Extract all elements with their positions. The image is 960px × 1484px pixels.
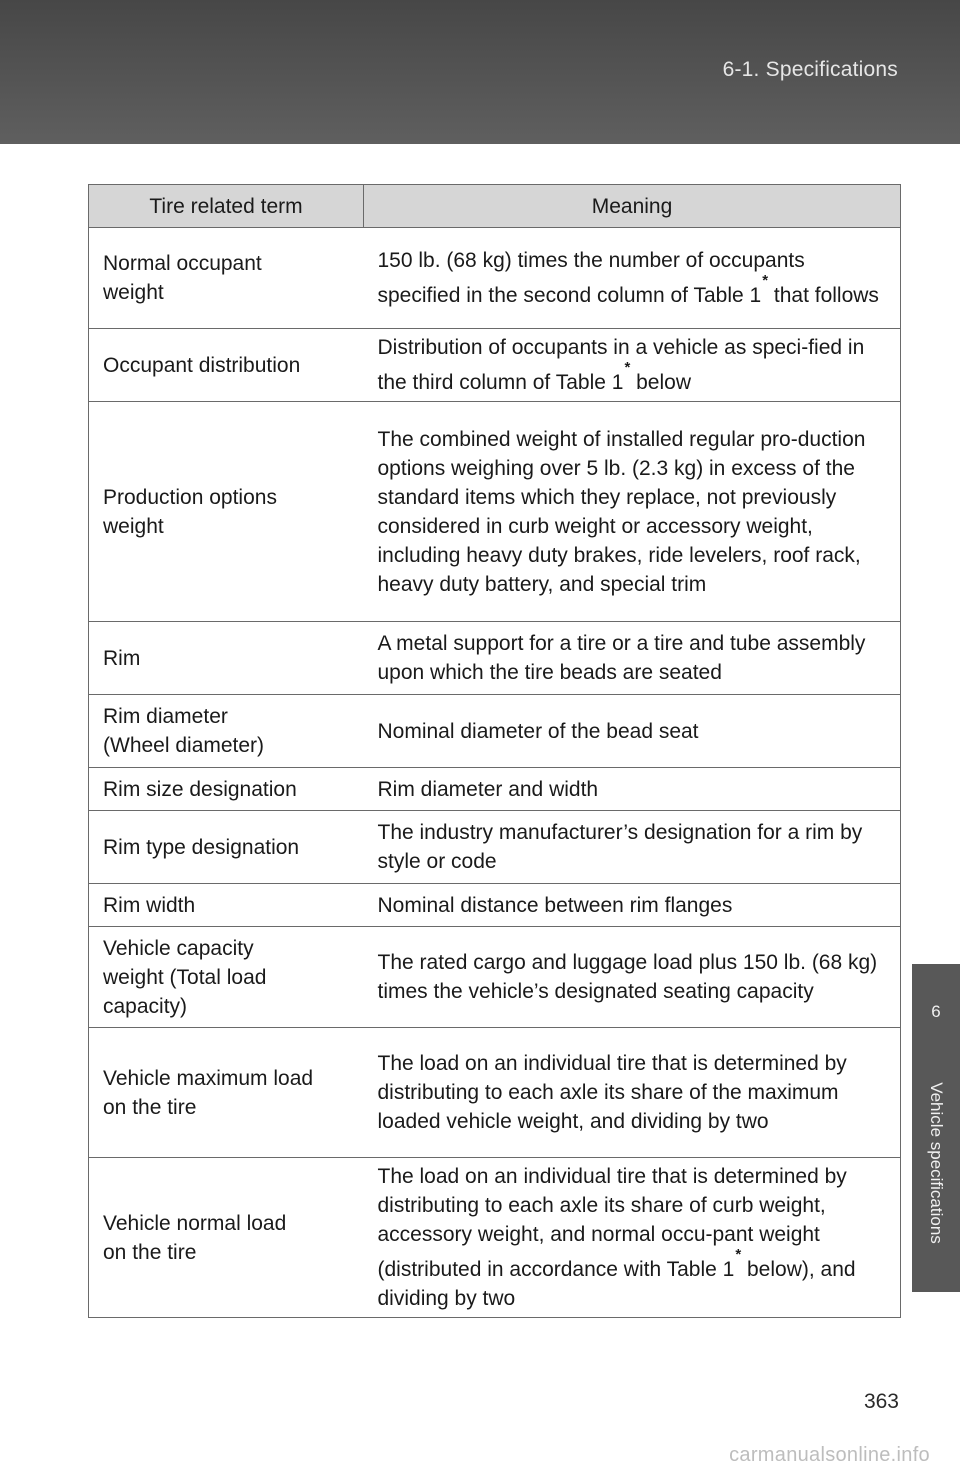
- meaning-cell: Nominal distance between rim flanges: [364, 884, 901, 927]
- meaning-cell: The industry manufacturer’s designation for a rim by style or code: [364, 811, 901, 884]
- term-cell: Vehicle normal load on the tire: [89, 1158, 364, 1318]
- footnote-star: *: [762, 272, 769, 289]
- term-cell: Rim width: [89, 884, 364, 927]
- meaning-cell: Rim diameter and width: [364, 768, 901, 811]
- meaning-cell: 150 lb. (68 kg) times the number of occupants specified in the second column of Table 1* that follows: [364, 228, 901, 329]
- table-row: [89, 402, 901, 622]
- term-cell: Normal occupant weight: [89, 228, 364, 329]
- table-row: [89, 329, 901, 402]
- chapter-number: 6: [931, 1002, 941, 1021]
- table-row: [89, 927, 901, 1028]
- meaning-cell: The rated cargo and luggage load plus 150 lb. (68 kg) times the vehicle’s designated seating capacity: [364, 927, 901, 1028]
- footnote-star: *: [624, 359, 631, 376]
- meaning-cell: The combined weight of installed regular pro-duction options weighing over 5 lb. (2.3 kg) in excess of the standard items which they replace, not previously considered in curb weight or accessory weight, including heavy duty brakes, ride levelers, roof rack, heavy duty battery, and special trim: [364, 402, 901, 622]
- table-row: [89, 622, 901, 695]
- table-row: [89, 1028, 901, 1158]
- term-cell: Production options weight: [89, 402, 364, 622]
- table-row: [89, 884, 901, 927]
- term-cell: Vehicle maximum load on the tire: [89, 1028, 364, 1158]
- term-cell: Rim diameter (Wheel diameter): [89, 695, 364, 768]
- column-header-term: Tire related term: [89, 185, 364, 228]
- meaning-cell: The load on an individual tire that is determined by distributing to each axle its share of the maximum loaded vehicle weight, and dividing by two: [364, 1028, 901, 1158]
- table-row: [89, 228, 901, 329]
- page-number: 363: [863, 1390, 899, 1413]
- term-cell: Rim type designation: [89, 811, 364, 884]
- table-row: [89, 811, 901, 884]
- term-cell: Rim size designation: [89, 768, 364, 811]
- table-row: [89, 768, 901, 811]
- chapter-label: Vehicle specifications: [927, 1082, 946, 1244]
- term-cell: Occupant distribution: [89, 329, 364, 402]
- table-row: [89, 695, 901, 768]
- footnote-star: *: [735, 1246, 742, 1263]
- tire-terms-table: [88, 184, 901, 1318]
- meaning-cell: A metal support for a tire or a tire and tube assembly upon which the tire beads are seated: [364, 622, 901, 695]
- table-row: [89, 1158, 901, 1318]
- chapter-side-tab: [912, 964, 960, 1292]
- header-band: [0, 0, 960, 144]
- watermark: carmanualsonline.info: [729, 1444, 930, 1466]
- table-header-row: [89, 185, 901, 228]
- term-cell: Vehicle capacity weight (Total load capacity): [89, 927, 364, 1028]
- meaning-cell: Nominal diameter of the bead seat: [364, 695, 901, 768]
- column-header-meaning: Meaning: [364, 185, 901, 228]
- meaning-cell: Distribution of occupants in a vehicle as speci-fied in the third column of Table 1* below: [364, 329, 901, 402]
- section-title: 6-1. Specifications: [722, 58, 898, 81]
- term-cell: Rim: [89, 622, 364, 695]
- meaning-cell: The load on an individual tire that is determined by distributing to each axle its share of curb weight, accessory weight, and normal occu-pant weight (distributed in accordance with Table 1* below), and dividing by two: [364, 1158, 901, 1318]
